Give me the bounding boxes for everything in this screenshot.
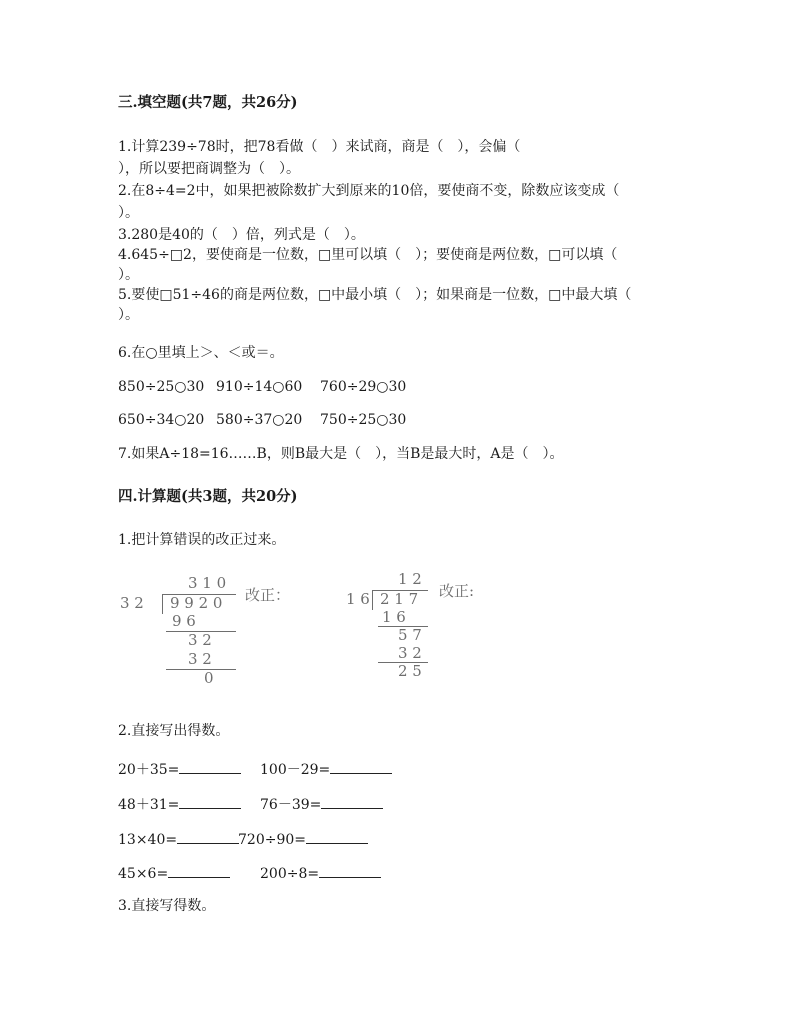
step-line: 3 2 [188,631,212,649]
calc-expression: 200÷8= [260,866,320,882]
correction-text: 改正： [245,586,291,604]
answer-blank[interactable] [330,760,392,774]
calc-item [260,760,392,779]
calc-expression: 720÷90= [238,832,306,848]
step-line: 0 [204,669,214,687]
correction-label-1 [245,584,305,604]
question-4-1: 1.把计算错误的改正过来。 [118,532,286,548]
answer-blank[interactable] [321,795,383,809]
question-3-6: 6.在○里填上＞、＜或＝。 [118,345,284,361]
question-4-3: 3.直接写得数。 [118,898,216,914]
compare-item: 910÷14○60 [216,379,303,395]
calc-expression: 13×40= [118,832,178,848]
question-3-1-line-2: ），所以要把商调整为（ ）。 [118,161,300,177]
step-rule [166,669,236,670]
quotient: 3 1 0 [188,574,227,592]
compare-item: 580÷37○20 [216,412,303,428]
compare-item: 850÷25○30 [118,379,205,395]
calc-expression: 76－39= [260,797,322,813]
calc-item [118,795,241,814]
divisor: 1 6 [346,590,370,608]
question-4-2: 2.直接写出得数。 [118,723,230,739]
answer-blank[interactable] [168,864,230,878]
calc-item [260,864,381,883]
answer-blank[interactable] [177,830,239,844]
calc-item [118,864,230,883]
question-3-3: 3.280是40的（ ）倍，列式是（ ）。 [118,227,365,243]
calc-item [118,830,239,849]
answer-blank[interactable] [319,864,381,878]
compare-item: 650÷34○20 [118,412,205,428]
step-line: 2 5 [398,662,422,680]
divisor: 3 2 [120,594,144,612]
answer-blank[interactable] [179,795,241,809]
question-3-1-line-1: 1.计算239÷78时，把78看做（ ）来试商，商是（ ），会偏（ [118,139,521,155]
dividend: 2 1 7 [380,590,419,608]
answer-blank[interactable] [306,830,368,844]
section-4-heading: 四.计算题(共3题，共20分) [118,488,298,505]
calc-expression: 48＋31= [118,797,180,813]
calc-expression: 45×6= [118,866,169,882]
calc-expression: 20＋35= [118,762,180,778]
calc-item [260,795,383,814]
compare-item: 760÷29○30 [320,379,407,395]
dividend: 9 9 2 0 [170,594,223,612]
calc-item [118,760,241,779]
division-bracket [162,594,163,614]
section-3-heading: 三.填空题(共7题，共26分) [118,94,298,111]
correction-label-2 [439,580,499,600]
question-3-5-line-1: 5.要使□51÷46的商是两位数，□中最小填（ ）；如果商是一位数，□中最大填（ [118,287,632,303]
correction-text: 改正: [439,582,475,600]
question-3-2-line-1: 2.在8÷4=2中，如果把被除数扩大到原来的10倍，要使商不变，除数应该变成（ [118,183,620,199]
long-division-2 [346,570,446,682]
quotient: 1 2 [398,570,422,588]
calc-item [238,830,368,849]
step-line: 3 2 [398,644,422,662]
answer-blank[interactable] [179,760,241,774]
step-line: 9 6 [172,612,196,630]
division-bracket [372,590,373,610]
calc-expression: 100－29= [260,762,331,778]
question-3-5-line-2: ）。 [118,307,139,323]
question-3-4-line-1: 4.645÷□2，要使商是一位数，□里可以填（ ）；要使商是两位数，□可以填（ [118,247,618,263]
step-line: 3 2 [188,650,212,668]
question-3-2-line-2: ）。 [118,205,139,221]
question-3-4-line-2: ）。 [118,267,139,283]
step-line: 1 6 [382,608,406,626]
compare-item: 750÷25○30 [320,412,407,428]
question-3-7: 7.如果A÷18=16……B，则B最大是（ ），当B是最大时，A是（ ）。 [118,446,564,462]
step-line: 5 7 [398,626,422,644]
